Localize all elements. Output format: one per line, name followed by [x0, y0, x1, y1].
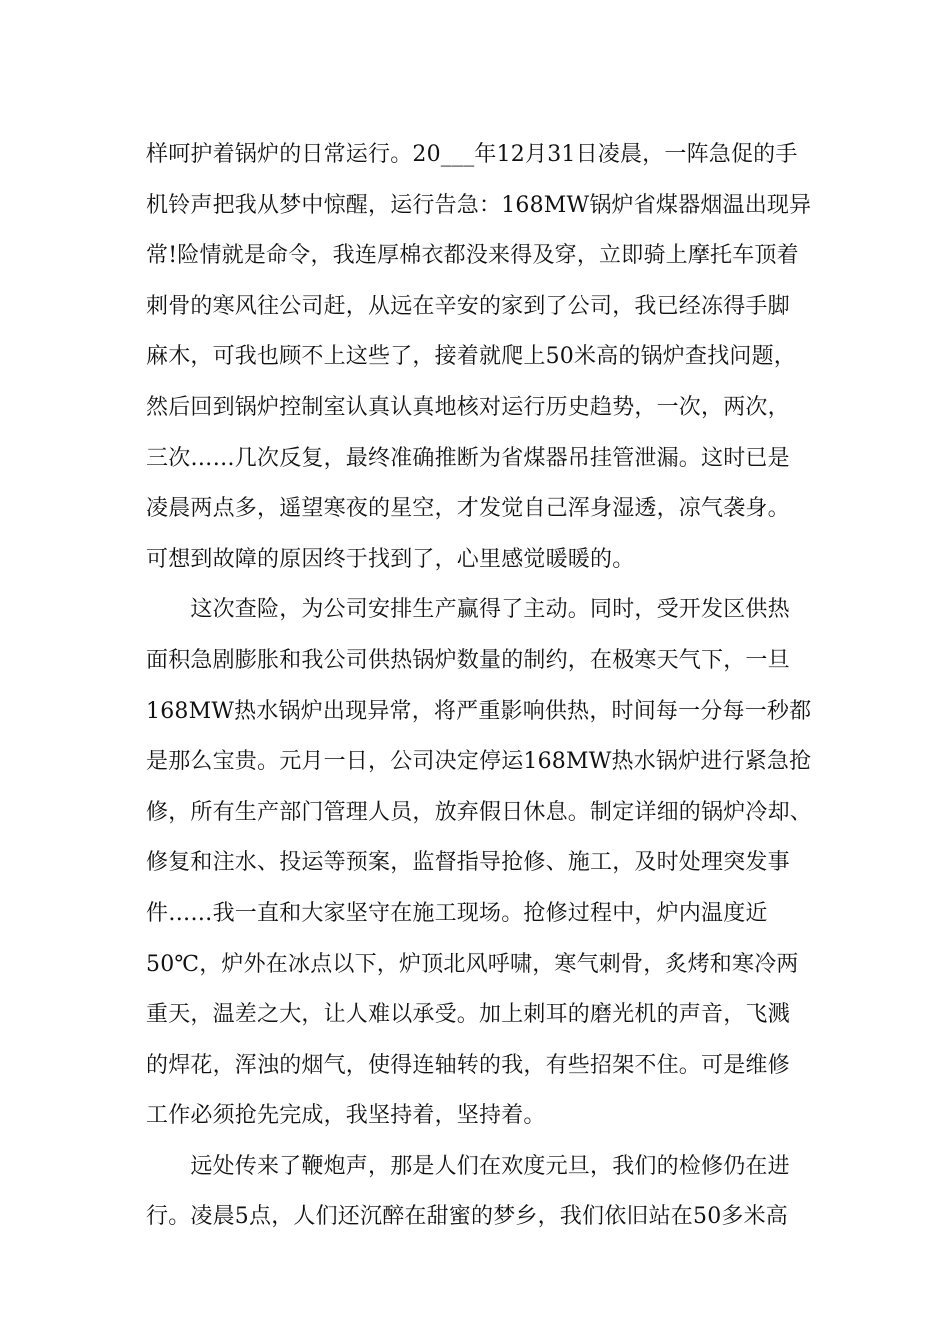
text-line: 这次查险，为公司安排生产赢得了主动。同时，受开发区供热	[146, 597, 790, 623]
text-line: 三次……几次反复，最终准确推断为省煤器吊挂管泄漏。这时已是	[146, 445, 790, 471]
text-line: 修，所有生产部门管理人员，放弃假日休息。制定详细的锅炉冷却、	[146, 799, 813, 825]
text-line: 工作必须抢先完成，我坚持着，坚持着。	[146, 1103, 546, 1129]
text-line: 凌晨两点多，遥望寒夜的星空，才发觉自己浑身湿透，凉气袭身。	[146, 496, 790, 522]
text-line: 麻木，可我也顾不上这些了，接着就爬上50米高的锅炉查找问题，	[146, 344, 796, 370]
text-line: 刺骨的寒风往公司赶，从远在辛安的家到了公司，我已经冻得手脚	[146, 293, 790, 319]
text-line: 机铃声把我从梦中惊醒，运行告急：168MW锅炉省煤器烟温出现异	[146, 192, 812, 218]
text-line: 是那么宝贵。元月一日，公司决定停运168MW热水锅炉进行紧急抢	[146, 749, 812, 775]
text-line: 50℃，炉外在冰点以下，炉顶北风呼啸，寒气刺骨，炙烤和寒冷两	[146, 951, 799, 977]
body-text	[146, 130, 836, 1243]
text-line: 修复和注水、投运等预案，监督指导抢修、施工，及时处理突发事	[146, 850, 790, 876]
text-line: 件……我一直和大家坚守在施工现场。抢修过程中，炉内温度近	[146, 900, 768, 926]
text-line: 168MW热水锅炉出现异常，将严重影响供热，时间每一分每一秒都	[146, 698, 812, 724]
text-line: 然后回到锅炉控制室认真认真地核对运行历史趋势，一次，两次，	[146, 394, 790, 420]
text-line: 可想到故障的原因终于找到了，心里感觉暖暖的。	[146, 546, 635, 572]
text-line: 面积急剧膨胀和我公司供热锅炉数量的制约，在极寒天气下，一旦	[146, 647, 790, 673]
text-line: 重天，温差之大，让人难以承受。加上刺耳的磨光机的声音，飞溅	[146, 1002, 790, 1028]
text-line: 常!险情就是命令，我连厚棉衣都没来得及穿，立即骑上摩托车顶着	[146, 243, 799, 269]
text-line: 行。凌晨5点，人们还沉醉在甜蜜的梦乡，我们依旧站在50多米高	[146, 1204, 788, 1230]
text-line: 远处传来了鞭炮声，那是人们在欢度元旦，我们的检修仍在进	[146, 1153, 790, 1179]
text-line: 的焊花，浑浊的烟气，使得连轴转的我，有些招架不住。可是维修	[146, 1052, 790, 1078]
text-line: 样呵护着锅炉的日常运行。20___年12月31日凌晨，一阵急促的手	[146, 142, 798, 167]
